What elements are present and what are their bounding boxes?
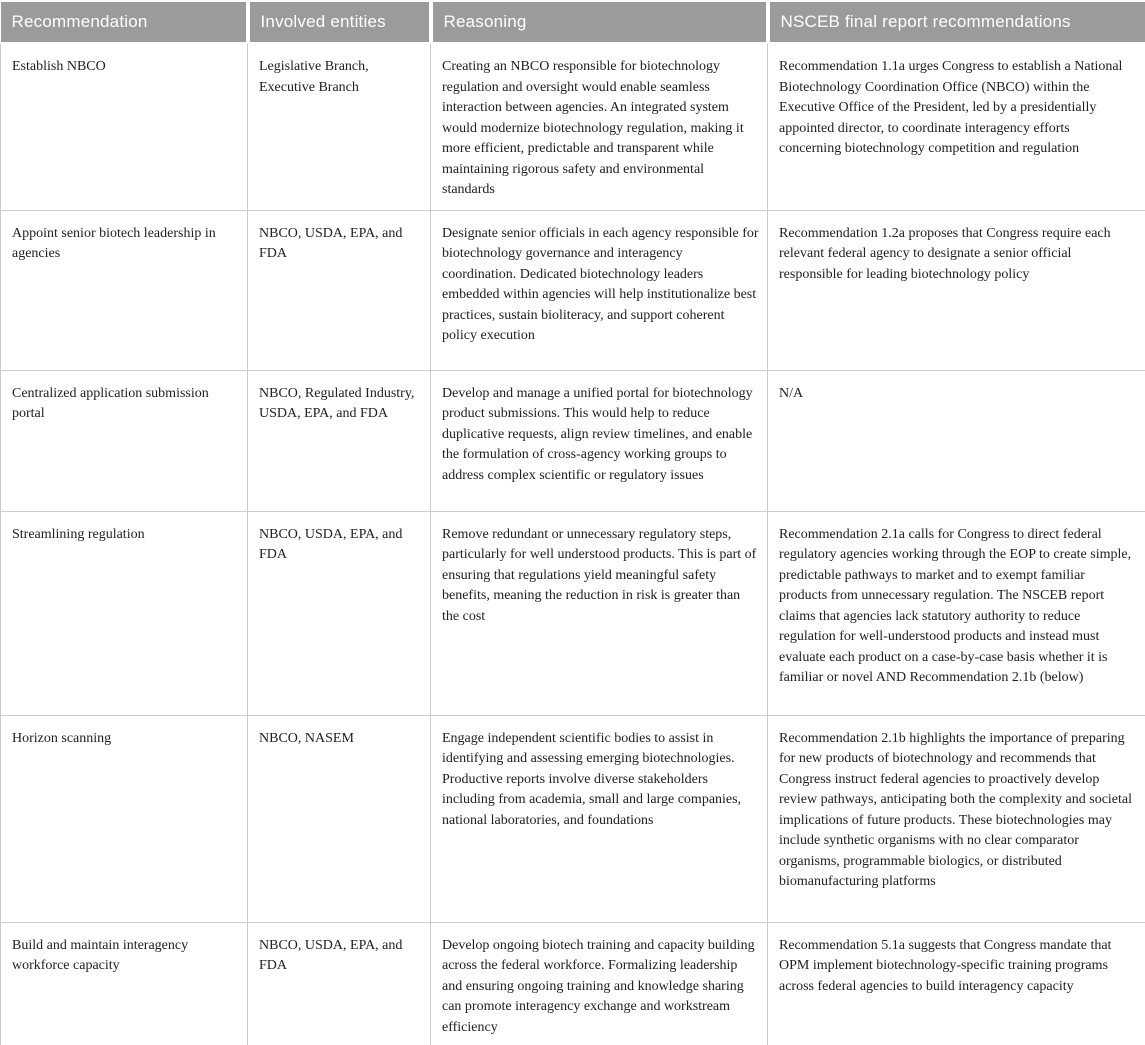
- column-header-reasoning: Reasoning: [431, 1, 768, 43]
- cell-recommendation: Build and maintain interagency workforce capacity: [1, 922, 248, 1045]
- cell-reasoning: Creating an NBCO responsible for biotechnology regulation and oversight would enable seamless interaction between agencies. An integrated system would modernize biotechnology regulation, making it more efficient, predictable and transparent while maintaining rigorous safety and environmental standards: [431, 43, 768, 210]
- cell-involved-entities: NBCO, Regulated Industry, USDA, EPA, and FDA: [248, 370, 431, 511]
- cell-nsceb-recommendation: Recommendation 2.1a calls for Congress to direct federal regulatory agencies working through the EOP to create simple, predictable pathways to market and to exempt familiar products from unnecessary regulation. The NSCEB report claims that agencies lack statutory authority to reduce regulation for well-understood products and instead must evaluate each product on a case-by-case basis whether it is familiar or novel AND Recommendation 2.1b (below): [768, 511, 1145, 715]
- cell-nsceb-recommendation: Recommendation 5.1a suggests that Congress mandate that OPM implement biotechnology-specific training programs across federal agencies to build interagency capacity: [768, 922, 1145, 1045]
- table-row: [1, 715, 1145, 922]
- cell-reasoning: Develop ongoing biotech training and capacity building across the federal workforce. Formalizing leadership and ensuring ongoing training and knowledge sharing can promote interagency exchange and workstream efficiency: [431, 922, 768, 1045]
- cell-involved-entities: NBCO, NASEM: [248, 715, 431, 922]
- table-row: [1, 922, 1145, 1045]
- table-row: [1, 511, 1145, 715]
- column-header-involved-entities: Involved entities: [248, 1, 431, 43]
- cell-recommendation: Streamlining regulation: [1, 511, 248, 715]
- column-header-nsceb-recommendations: NSCEB final report recommendations: [768, 1, 1145, 43]
- cell-nsceb-recommendation: N/A: [768, 370, 1145, 511]
- cell-involved-entities: NBCO, USDA, EPA, and FDA: [248, 210, 431, 370]
- cell-nsceb-recommendation: Recommendation 2.1b highlights the importance of preparing for new products of biotechnology and recommends that Congress instruct federal agencies to proactively develop review pathways, anticipating both the complexity and societal implications of future products. These biotechnologies may include synthetic organisms with no clear comparator organisms, programmable biologics, or distributed biomanufacturing platforms: [768, 715, 1145, 922]
- cell-involved-entities: NBCO, USDA, EPA, and FDA: [248, 922, 431, 1045]
- cell-reasoning: Remove redundant or unnecessary regulatory steps, particularly for well understood products. This is part of ensuring that regulations yield meaningful safety benefits, meaning the reduction in risk is greater than the cost: [431, 511, 768, 715]
- cell-nsceb-recommendation: Recommendation 1.2a proposes that Congress require each relevant federal agency to designate a senior official responsible for leading biotechnology policy: [768, 210, 1145, 370]
- cell-involved-entities: Legislative Branch, Executive Branch: [248, 43, 431, 210]
- cell-reasoning: Develop and manage a unified portal for biotechnology product submissions. This would help to reduce duplicative requests, align review timelines, and enable the formulation of cross-agency working groups to address complex scientific or regulatory issues: [431, 370, 768, 511]
- cell-reasoning: Designate senior officials in each agency responsible for biotechnology governance and interagency coordination. Dedicated biotechnology leaders embedded within agencies will help institutionalize best practices, sustain bioliteracy, and support coherent policy execution: [431, 210, 768, 370]
- cell-reasoning: Engage independent scientific bodies to assist in identifying and assessing emerging biotechnologies. Productive reports involve diverse stakeholders including from academia, small and large companies, national laboratories, and foundations: [431, 715, 768, 922]
- column-header-recommendation: Recommendation: [1, 1, 248, 43]
- cell-nsceb-recommendation: Recommendation 1.1a urges Congress to establish a National Biotechnology Coordination Office (NBCO) within the Executive Office of the President, led by a presidentially appointed director, to coordinate interagency efforts concerning biotechnology competition and regulation: [768, 43, 1145, 210]
- cell-recommendation: Centralized application submission portal: [1, 370, 248, 511]
- table-row: [1, 43, 1145, 210]
- table-row: [1, 210, 1145, 370]
- cell-recommendation: Horizon scanning: [1, 715, 248, 922]
- cell-recommendation: Appoint senior biotech leadership in agencies: [1, 210, 248, 370]
- cell-recommendation: Establish NBCO: [1, 43, 248, 210]
- cell-involved-entities: NBCO, USDA, EPA, and FDA: [248, 511, 431, 715]
- table-row: [1, 370, 1145, 511]
- header-row: [1, 1, 1145, 43]
